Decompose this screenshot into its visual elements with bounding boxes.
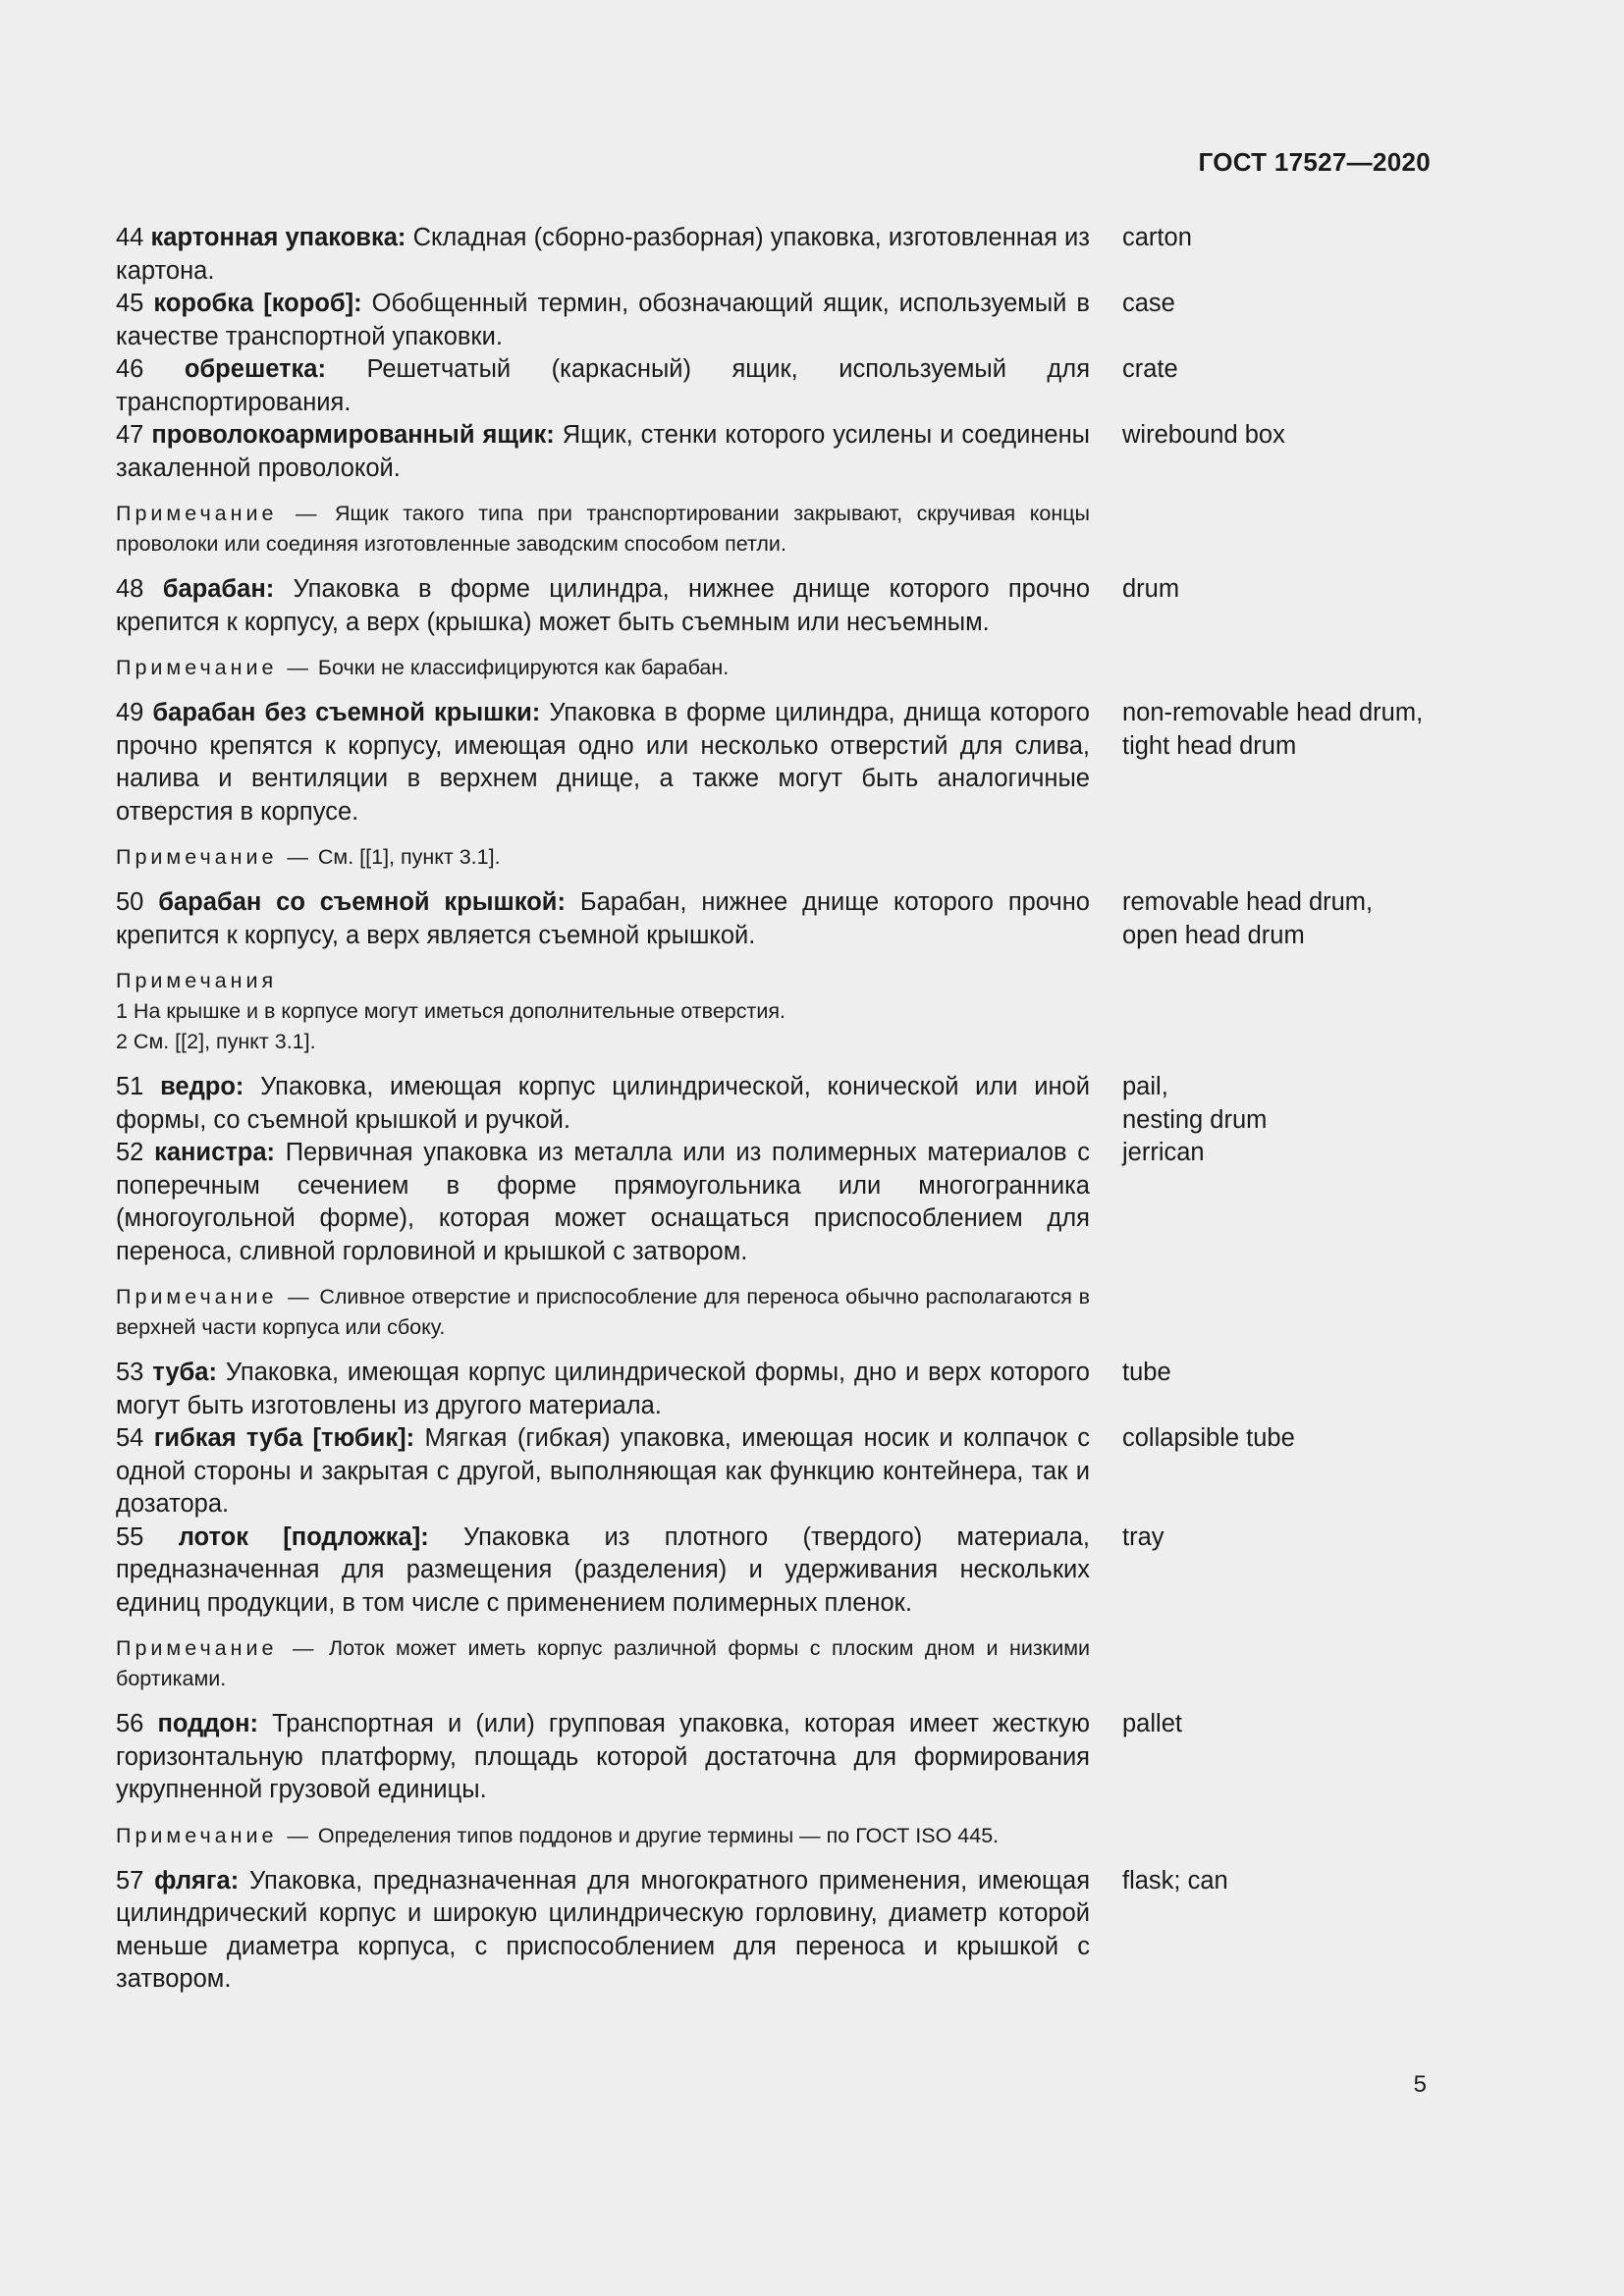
definition bbox=[116, 353, 1090, 419]
note-text: Определения типов поддонов и другие термины — по ГОСТ ISO 445. bbox=[317, 1823, 1000, 1847]
term: барабан: bbox=[162, 575, 275, 603]
definition bbox=[116, 1865, 1090, 1997]
term-entry-56 bbox=[116, 1708, 1432, 1807]
entry-number: 54 bbox=[116, 1424, 144, 1452]
english-equivalent: wirebound box bbox=[1122, 421, 1285, 449]
entry-number: 48 bbox=[116, 575, 144, 603]
english-equivalent: flask; can bbox=[1122, 1866, 1228, 1895]
english-equivalent bbox=[1122, 886, 1432, 952]
note bbox=[116, 1821, 1090, 1851]
definition bbox=[116, 222, 1090, 288]
note-label: Примечание — bbox=[116, 656, 312, 679]
entry-number: 47 bbox=[116, 421, 144, 449]
term-entry-54 bbox=[116, 1422, 1432, 1522]
definition-text: Транспортная и (или) групповая упаковка, которая имеет жесткую горизонтальную платформу, площадь которой достаточна для формирования укрупненной грузовой единицы. bbox=[116, 1710, 1091, 1803]
term: лоток [подложка]: bbox=[178, 1522, 429, 1551]
definition-text: Складная (сборно-разборная) упаковка, изготовленная из картона. bbox=[116, 224, 1090, 285]
entry-number: 51 bbox=[116, 1073, 144, 1100]
english-term: pail, bbox=[1122, 1073, 1168, 1100]
term-entry-52 bbox=[116, 1137, 1432, 1268]
note bbox=[116, 653, 1090, 683]
term-entry-45 bbox=[116, 288, 1432, 353]
english-equivalent: case bbox=[1122, 290, 1175, 317]
term: туба: bbox=[152, 1359, 217, 1386]
english-equivalent: drum bbox=[1122, 575, 1180, 603]
term-entry-55 bbox=[116, 1522, 1432, 1621]
term: картонная упаковка: bbox=[150, 224, 406, 251]
definition bbox=[116, 1422, 1090, 1522]
definition-text: Первичная упаковка из металла или из полимерных материалов с поперечным сечением в форме прямоугольника или многогранника (многоугольной форме), которая может оснащаться приспособлением для переноса, сливной горловиной и крышкой с затвором. bbox=[116, 1139, 1090, 1265]
definition-text: Обобщенный термин, обозначающий ящик, используемый в качестве транспортной упаковки. bbox=[116, 290, 1090, 350]
definition-text: Упаковка в форме цилиндра, нижнее днище которого прочно крепится к корпусу, а верх (крышка) может быть съемным или несъемным. bbox=[116, 575, 1090, 636]
term-entry-57 bbox=[116, 1865, 1432, 1997]
english-equivalent: jerrican bbox=[1122, 1139, 1205, 1166]
note-text: Ящик такого типа при транспортировании закрывают, скручивая концы проволоки или соединяя изготовленные заводским способом петли. bbox=[116, 502, 1090, 556]
english-equivalent bbox=[1122, 1071, 1432, 1137]
note-text: Лоток может иметь корпус различной формы с плоским дном и низкими бортиками. bbox=[116, 1636, 1090, 1690]
notes-label: Примечания bbox=[116, 969, 278, 992]
note bbox=[116, 842, 1090, 873]
definition-text: Решетчатый (каркасный) ящик, используемый для транспортирования. bbox=[116, 355, 1090, 416]
term: поддон: bbox=[157, 1710, 259, 1737]
definition-text: Барабан, нижнее днище которого прочно крепится к корпусу, а верх является съемной крышкой. bbox=[116, 888, 1090, 949]
entry-number: 57 bbox=[116, 1866, 144, 1895]
english-term-alt: open head drum bbox=[1122, 921, 1305, 949]
term: фляга: bbox=[154, 1866, 240, 1895]
note bbox=[116, 499, 1090, 560]
entry-number: 49 bbox=[116, 699, 144, 726]
definition-text: Мягкая (гибкая) упаковка, имеющая носик и колпачок с одной стороны и закрытая с другой, выполняющая как функцию контейнера, так и дозатора. bbox=[116, 1424, 1091, 1518]
note bbox=[116, 1282, 1090, 1343]
english-equivalent: collapsible tube bbox=[1122, 1424, 1295, 1452]
english-equivalent: crate bbox=[1122, 355, 1178, 383]
note-text: Бочки не классифицируются как барабан. bbox=[317, 656, 730, 679]
note-label: Примечание — bbox=[116, 1636, 318, 1660]
term-entry-50 bbox=[116, 886, 1432, 952]
document-code: ГОСТ 17527—2020 bbox=[1198, 147, 1431, 177]
term: ведро: bbox=[160, 1073, 244, 1100]
english-term: removable head drum, bbox=[1122, 888, 1374, 916]
entry-number: 45 bbox=[116, 290, 144, 317]
term: обрешетка: bbox=[184, 355, 326, 383]
note-text: Сливное отверстие и приспособление для переноса обычно располагаются в верхней части корпуса или сбоку. bbox=[116, 1285, 1090, 1339]
definition-text: Упаковка, имеющая корпус цилиндрической формы, дно и верх которого могут быть изготовлены из другого материала. bbox=[116, 1359, 1090, 1419]
definition bbox=[116, 1708, 1090, 1807]
note-item-2: 2 См. [[2], пункт 3.1]. bbox=[116, 1030, 316, 1053]
english-equivalent: pallet bbox=[1122, 1710, 1182, 1737]
note-label: Примечание — bbox=[116, 845, 312, 869]
definition bbox=[116, 886, 1090, 952]
note-label: Примечание — bbox=[116, 1285, 313, 1308]
notes bbox=[116, 966, 1090, 1057]
definition-text: Упаковка, предназначенная для многократного применения, имеющая цилиндрический корпус и широкую цилиндрическую горловину, диаметр которой меньше диаметра корпуса, с приспособлением для переноса и крышкой с затвором. bbox=[116, 1866, 1091, 1993]
entry-number: 50 bbox=[116, 888, 144, 916]
definition bbox=[116, 1071, 1090, 1137]
note bbox=[116, 1633, 1090, 1694]
term-entry-53 bbox=[116, 1357, 1432, 1422]
note-label: Примечание — bbox=[116, 1823, 312, 1847]
definition-text: Упаковка, имеющая корпус цилиндрической, конической или иной формы, со съемной крышкой и ручкой. bbox=[116, 1073, 1090, 1134]
entry-number: 52 bbox=[116, 1139, 144, 1166]
term: канистра: bbox=[154, 1139, 276, 1166]
term: гибкая туба [тюбик]: bbox=[153, 1424, 415, 1452]
definition bbox=[116, 419, 1090, 485]
english-equivalent bbox=[1122, 697, 1432, 828]
english-equivalent: carton bbox=[1122, 224, 1192, 251]
english-term-alt: tight head drum bbox=[1122, 731, 1297, 760]
definition bbox=[116, 1522, 1090, 1621]
terms-list bbox=[116, 222, 1432, 1997]
note-label: Примечание — bbox=[116, 502, 321, 525]
english-term: non-removable head drum, bbox=[1122, 699, 1424, 726]
page-number: 5 bbox=[1413, 2071, 1427, 2098]
english-equivalent: tray bbox=[1122, 1522, 1164, 1551]
term-entry-48 bbox=[116, 573, 1432, 639]
entry-number: 44 bbox=[116, 224, 144, 251]
definition-text: Упаковка из плотного (твердого) материала, предназначенная для размещения (разделения) и удерживания нескольких единиц продукции, в том числе с применением полимерных пленок. bbox=[116, 1522, 1090, 1617]
note-text: См. [[1], пункт 3.1]. bbox=[317, 845, 501, 869]
definition bbox=[116, 697, 1090, 828]
definition bbox=[116, 1137, 1090, 1268]
term: барабан со съемной крышкой: bbox=[158, 888, 566, 916]
term: проволокоармированный ящик: bbox=[151, 421, 555, 449]
note-item-1: 1 На крышке и в корпусе могут иметься дополнительные отверстия. bbox=[116, 999, 785, 1023]
entry-number: 53 bbox=[116, 1359, 144, 1386]
definition-text: Ящик, стенки которого усилены и соединены закаленной проволокой. bbox=[116, 421, 1090, 482]
definition bbox=[116, 1357, 1090, 1422]
definition-text: Упаковка в форме цилиндра, днища которого прочно крепятся к корпусу, имеющая одно или несколько отверстий для слива, налива и вентиляции в верхнем днище, а также могут быть аналогичные отверстия в корпусе. bbox=[116, 699, 1090, 826]
term-entry-51 bbox=[116, 1071, 1432, 1137]
definition bbox=[116, 573, 1090, 639]
term-entry-49 bbox=[116, 697, 1432, 828]
english-equivalent: tube bbox=[1122, 1359, 1171, 1386]
term: барабан без съемной крышки: bbox=[152, 699, 541, 726]
english-term-alt: nesting drum bbox=[1122, 1105, 1268, 1134]
term-entry-47 bbox=[116, 419, 1432, 485]
entry-number: 56 bbox=[116, 1710, 144, 1737]
term-entry-44 bbox=[116, 222, 1432, 288]
entry-number: 46 bbox=[116, 355, 144, 383]
term-entry-46 bbox=[116, 353, 1432, 419]
term: коробка [короб]: bbox=[153, 290, 362, 317]
entry-number: 55 bbox=[116, 1522, 144, 1551]
definition bbox=[116, 288, 1090, 353]
